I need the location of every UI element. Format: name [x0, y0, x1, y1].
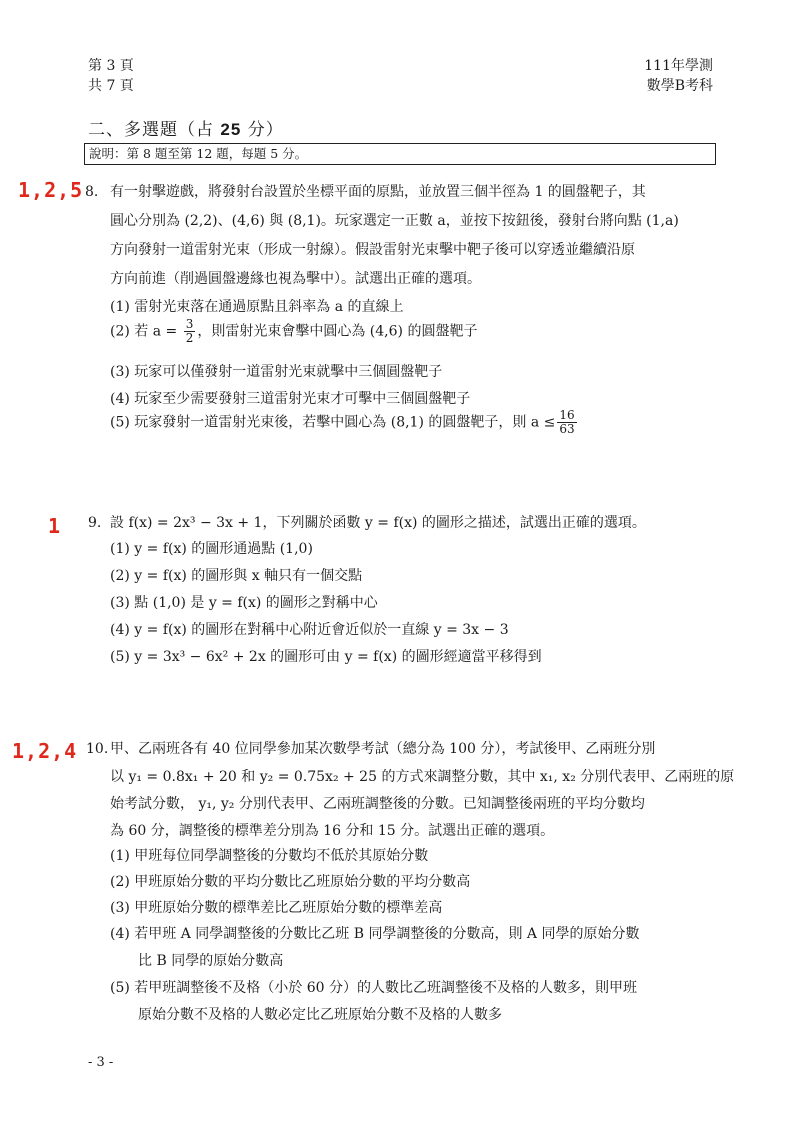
q8-stem-line-2: 圓心分別為 (2,2)、(4,6) 與 (8,1)。玩家選定一正數 a，並按下按鈕後，發射台將向點 (1,a) — [110, 213, 679, 229]
q8-option-2-pre: (2) 若 a = — [110, 323, 182, 340]
section-instructions: 說明：第 8 題至第 12 題，每題 5 分。 — [84, 143, 716, 165]
q10-handwritten-answer: 1,2,4 — [12, 739, 78, 763]
q8-option-2-post: ，則雷射光束會擊中圓心為 (4,6) 的圓盤靶子 — [197, 323, 478, 340]
fraction-denominator: 63 — [559, 422, 575, 436]
q10-option-1: (1) 甲班每位同學調整後的分數均不低於其原始分數 — [110, 848, 429, 864]
q8-option-3: (3) 玩家可以僅發射一道雷射光束就擊中三個圓盤靶子 — [110, 364, 443, 380]
page-header-right — [580, 56, 713, 96]
q10-stem-line-3: 始考試分數， y₁, y₂ 分別代表甲、乙兩班調整後的分數。已知調整後兩班的平均分數均 — [110, 796, 645, 812]
q10-option-5-line-1: (5) 若甲班調整後不及格（小於 60 分）的人數比乙班調整後不及格的人數多，則甲班 — [110, 980, 637, 996]
q9-option-4: (4) y = f(x) 的圖形在對稱中心附近會近似於一直線 y = 3x − 3 — [110, 622, 509, 638]
q10-option-4-line-2: 比 B 同學的原始分數高 — [138, 953, 284, 969]
q9-option-1: (1) y = f(x) 的圖形通過點 (1,0) — [110, 541, 313, 557]
q10-option-5-line-2: 原始分數不及格的人數必定比乙班原始分數不及格的人數多 — [138, 1007, 502, 1023]
q8-option-5 — [110, 409, 579, 436]
q8-number: 8. — [85, 184, 99, 200]
q9-option-3: (3) 點 (1,0) 是 y = f(x) 的圖形之對稱中心 — [110, 595, 378, 611]
q10-option-4-line-1: (4) 若甲班 A 同學調整後的分數比乙班 B 同學調整後的分數高，則 A 同學的原始分數 — [110, 926, 640, 942]
q8-option-5-pre: (5) 玩家發射一道雷射光束後，若擊中圓心為 (8,1) 的圓盤靶子，則 a ≤ — [110, 414, 556, 431]
fraction — [184, 318, 196, 345]
q8-option-2 — [110, 318, 477, 345]
section-title-score: 25 — [220, 120, 242, 139]
q9-option-5: (5) y = 3x³ − 6x² + 2x 的圖形可由 y = f(x) 的圖形經適當平移得到 — [110, 649, 542, 665]
q8-handwritten-answer: 1,2,5 — [18, 178, 84, 202]
q8-stem-line-4: 方向前進（削過圓盤邊緣也視為擊中）。試選出正確的選項。 — [110, 271, 481, 287]
q9-number: 9. — [88, 515, 102, 531]
section-title-pre: 二、多選題（占 — [88, 120, 221, 140]
q9-handwritten-answer: 1 — [48, 514, 62, 538]
section-title — [88, 115, 284, 140]
q10-stem-line-1: 甲、乙兩班各有 40 位同學參加某次數學考試（總分為 100 分），考試後甲、乙兩班分別 — [110, 741, 656, 757]
q10-stem-line-2: 以 y₁ = 0.8x₁ + 20 和 y₂ = 0.75x₂ + 25 的方式來調整分數，其中 x₁, x₂ 分別代表甲、乙兩班的原 — [110, 769, 735, 785]
q10-option-2: (2) 甲班原始分數的平均分數比乙班原始分數的平均分數高 — [110, 874, 471, 890]
exam-label: 111年學測 — [644, 58, 713, 74]
q8-stem-line-1: 有一射擊遊戲，將發射台設置於坐標平面的原點，並放置三個半徑為 1 的圓盤靶子，其 — [110, 184, 646, 200]
q8-option-1: (1) 雷射光束落在通過原點且斜率為 a 的直線上 — [110, 299, 404, 315]
page-number-label: 第 3 頁 — [88, 58, 134, 74]
total-pages-label: 共 7 頁 — [88, 78, 134, 94]
q10-stem-line-4: 為 60 分，調整後的標準差分別為 16 分和 15 分。試選出正確的選項。 — [110, 823, 555, 839]
fraction-denominator: 2 — [185, 331, 194, 345]
fraction-numerator: 3 — [185, 317, 194, 331]
q9-option-2: (2) y = f(x) 的圖形與 x 軸只有一個交點 — [110, 568, 363, 584]
section-title-post: 分） — [241, 120, 284, 140]
q8-stem-line-3: 方向發射一道雷射光束（形成一射線）。假設雷射光束擊中靶子後可以穿透並繼續沿原 — [110, 242, 635, 258]
page-footer-number: - 3 - — [88, 1055, 114, 1070]
page-header-left — [88, 56, 134, 96]
fraction — [557, 409, 576, 436]
fraction-numerator: 16 — [559, 408, 575, 422]
q8-option-4: (4) 玩家至少需要發射三道雷射光束才可擊中三個圓盤靶子 — [110, 391, 471, 407]
q10-option-3: (3) 甲班原始分數的標準差比乙班原始分數的標準差高 — [110, 900, 443, 916]
q9-stem-line-1: 設 f(x) = 2x³ − 3x + 1，下列關於函數 y = f(x) 的圖形之描述，試選出正確的選項。 — [110, 515, 646, 531]
q10-number: 10. — [86, 741, 109, 757]
subject-label: 數學B考科 — [646, 78, 713, 94]
